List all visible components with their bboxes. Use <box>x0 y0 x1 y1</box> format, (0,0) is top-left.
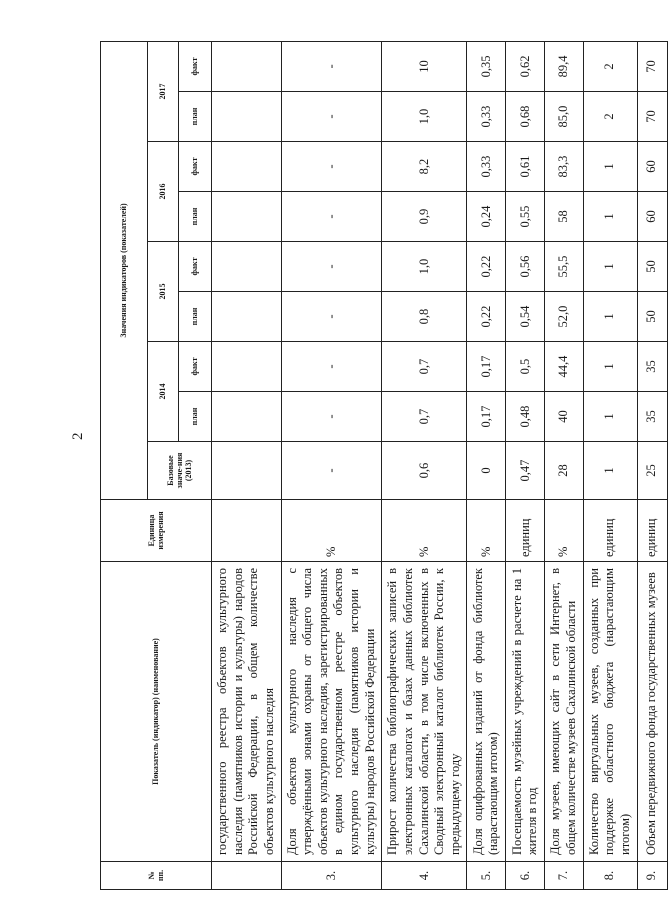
value-cell: 8,2 <box>382 142 467 192</box>
table-row <box>382 41 467 889</box>
value-cell: - <box>281 242 382 292</box>
row-number: 7. <box>545 862 583 890</box>
value-cell: 0,35 <box>467 41 506 91</box>
indicator-name: Объем передвижного фонда государственных музеев <box>637 562 667 862</box>
table-row <box>583 41 637 889</box>
page-number: 2 <box>70 432 86 440</box>
row-number <box>212 862 282 890</box>
base-value: 28 <box>545 442 583 500</box>
value-cell: - <box>281 192 382 242</box>
header-year: 2017 <box>148 41 179 141</box>
row-number: 9. <box>637 862 667 890</box>
value-cell: 0,61 <box>506 142 545 192</box>
header-base: Базовые значе-ния (2013) <box>148 442 212 500</box>
header-year: 2016 <box>148 142 179 242</box>
base-value: 0 <box>467 442 506 500</box>
value-cell: 0,24 <box>467 192 506 242</box>
value-cell: - <box>281 292 382 342</box>
value-cell: 44,4 <box>545 342 583 392</box>
unit-cell: % <box>281 500 382 562</box>
value-cell: 1 <box>583 242 637 292</box>
indicator-name: Доля оцифрованных изданий от фонда библиотек (нарастающим итогом) <box>467 562 506 862</box>
value-cell: 0,55 <box>506 192 545 242</box>
value-cell: 0,62 <box>506 41 545 91</box>
header-year: 2014 <box>148 342 179 442</box>
value-cell: 2 <box>583 41 637 91</box>
value-cell: 0,8 <box>382 292 467 342</box>
value-cell: 0,9 <box>382 192 467 242</box>
value-cell: - <box>281 342 382 392</box>
header-plan: план <box>179 392 212 442</box>
value-cell: 2 <box>583 92 637 142</box>
value-cell: 0,7 <box>382 342 467 392</box>
unit-cell: единиц <box>637 500 667 562</box>
table-body <box>212 41 668 889</box>
value-cell <box>212 342 282 392</box>
value-cell: 52,0 <box>545 292 583 342</box>
unit-cell <box>212 500 282 562</box>
row-number: 4. <box>382 862 467 890</box>
value-cell: 40 <box>545 392 583 442</box>
value-cell: 89,4 <box>545 41 583 91</box>
base-value: 0,6 <box>382 442 467 500</box>
value-cell <box>212 292 282 342</box>
indicator-name: государственного реестра объектов культурного наследия (памятников истории и культуры) народов Российской Федерации, в общем количестве объектов культурного наследия <box>212 562 282 862</box>
header-unit: Единица измерения <box>101 500 212 562</box>
value-cell <box>212 242 282 292</box>
row-number: 8. <box>583 862 637 890</box>
table-row <box>545 41 583 889</box>
value-cell: 50 <box>637 292 667 342</box>
base-value: 25 <box>637 442 667 500</box>
value-cell: 85,0 <box>545 92 583 142</box>
indicator-name: Доля объектов культурного наследия с утверждёнными зонами охраны от общего числа объектов культурного наследия, зарегистрированных в едином государственном реестре объектов культурного наследия (памятников истории и культуры) народов Российской Федерации <box>281 562 382 862</box>
value-cell: 35 <box>637 392 667 442</box>
header-fact: факт <box>179 342 212 392</box>
value-cell <box>212 41 282 91</box>
unit-cell: единиц <box>506 500 545 562</box>
table-row <box>212 41 282 889</box>
header-plan: план <box>179 292 212 342</box>
base-value: 1 <box>583 442 637 500</box>
table-row <box>637 41 667 889</box>
value-cell: 83,3 <box>545 142 583 192</box>
value-cell: 0,17 <box>467 342 506 392</box>
value-cell: 1,0 <box>382 92 467 142</box>
unit-cell: % <box>545 500 583 562</box>
value-cell: 1 <box>583 292 637 342</box>
value-cell: - <box>281 92 382 142</box>
value-cell: - <box>281 142 382 192</box>
header-indicator: Показатель (индикатор) (наименование) <box>101 562 212 862</box>
unit-cell: единиц <box>583 500 637 562</box>
value-cell: 70 <box>637 41 667 91</box>
value-cell: 1 <box>583 342 637 392</box>
value-cell <box>212 142 282 192</box>
value-cell: 0,56 <box>506 242 545 292</box>
base-value <box>212 442 282 500</box>
indicator-name: Количество виртуальных музеев, созданных при поддержке областного бюджета (нарастающим итогом) <box>583 562 637 862</box>
value-cell: 0,48 <box>506 392 545 442</box>
value-cell: 0,68 <box>506 92 545 142</box>
value-cell: - <box>281 392 382 442</box>
row-number: 6. <box>506 862 545 890</box>
header-values-group: Значения индикаторов (показателей) <box>101 41 148 499</box>
value-cell: 0,22 <box>467 292 506 342</box>
value-cell: 0,5 <box>506 342 545 392</box>
indicators-table <box>100 41 668 890</box>
header-fact: факт <box>179 41 212 91</box>
value-cell: 0,22 <box>467 242 506 292</box>
table-row <box>506 41 545 889</box>
header-plan: план <box>179 192 212 242</box>
value-cell: 0,17 <box>467 392 506 442</box>
header-num: № пп. <box>101 862 212 890</box>
table-row <box>467 41 506 889</box>
value-cell <box>212 392 282 442</box>
value-cell: 60 <box>637 192 667 242</box>
indicator-name: Доля музеев, имеющих сайт в сети Интернет, в общем количестве музеев Сахалинской области <box>545 562 583 862</box>
value-cell: 0,33 <box>467 142 506 192</box>
value-cell: 1 <box>583 142 637 192</box>
value-cell: - <box>281 41 382 91</box>
value-cell: 35 <box>637 342 667 392</box>
base-value: - <box>281 442 382 500</box>
base-value: 0,47 <box>506 442 545 500</box>
row-number: 3. <box>281 862 382 890</box>
unit-cell: % <box>467 500 506 562</box>
value-cell: 0,54 <box>506 292 545 342</box>
value-cell: 1 <box>583 192 637 242</box>
header-plan: план <box>179 92 212 142</box>
header-fact: факт <box>179 242 212 292</box>
indicator-name: Прирост количества библиографических записей в электронных каталогах и базах данных библиотек Сахалинской области, в том числе включенных в Сводный электронный каталог библиотек России, к предыдущему году <box>382 562 467 862</box>
value-cell: 55,5 <box>545 242 583 292</box>
row-number: 5. <box>467 862 506 890</box>
value-cell: 50 <box>637 242 667 292</box>
header-year: 2015 <box>148 242 179 342</box>
value-cell: 10 <box>382 41 467 91</box>
header-fact: факт <box>179 142 212 192</box>
value-cell <box>212 92 282 142</box>
value-cell: 1,0 <box>382 242 467 292</box>
value-cell <box>212 192 282 242</box>
value-cell: 0,33 <box>467 92 506 142</box>
value-cell: 70 <box>637 92 667 142</box>
unit-cell: % <box>382 500 467 562</box>
value-cell: 58 <box>545 192 583 242</box>
value-cell: 60 <box>637 142 667 192</box>
rotated-table-wrapper <box>100 42 659 890</box>
value-cell: 1 <box>583 392 637 442</box>
indicator-name: Посещаемость музейных учреждений в расчете на 1 жителя в год <box>506 562 545 862</box>
table-row <box>281 41 382 889</box>
value-cell: 0,7 <box>382 392 467 442</box>
